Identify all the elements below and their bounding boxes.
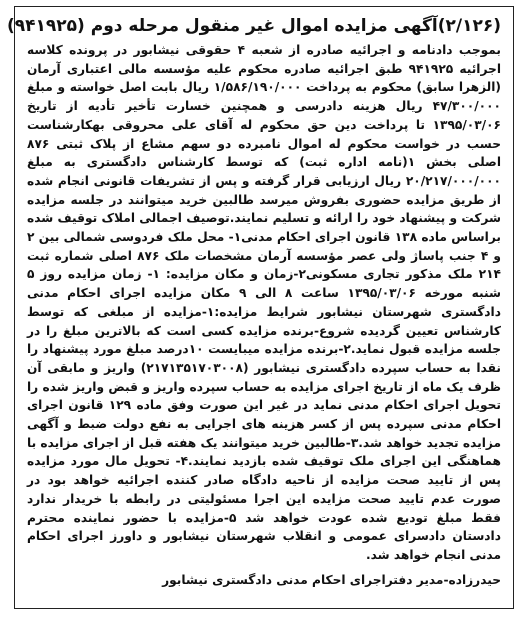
notice-body: بموجب دادنامه و اجرائیه صادره از شعبه ۴ حقوقی نیشابور در پرونده کلاسه اجرائیه ۹۴۱۹۲۵ طبق اجرائیه صادره محکوم علیه مؤسسه مالی اعتباری آرمان (الزهرا سابق) محکوم به پرداخت ۱/۵۸۶/۱۹۰/۰۰۰ ریال بابت اصل خواسته و مبلغ ۴۷/۳۰۰/۰۰۰ ریال هزینه دادرسی و همچنین خسارت تأخیر تأدیه از تاریخ ۱۳۹۵/۰۳/۰۶ تا پرداخت دین حق محکوم له آقای علی محروقی بهکارشناست حسب در خواست محکوم له اموال نامبرده دو سهم مشاع از پلاک ثبتی ۸۷۶ اصلی بخش ۱(نامه اداره ثبت) که توسط کارشناس دادگستری به مبلغ ۲۰/۲۱۷/۰۰۰/۰۰۰ ریال ارزیابی قرار گرفته و پس از تشریفات قانونی انجام شده از طریق مزایده حضوری بفروش میرسد طالبین خرید میتوانند در جلسه مزایده شرکت و پیشنهاد خود را ارائه و تسلیم نمایند.توصیف اجمالی املاک توقیف شده براساس ماده ۱۳۸ قانون اجرای احکام مدنی۱- محل ملک فردوسی شمالی بین ۲ و ۴ جنب پاساژ ولی عصر مؤسسه آرمان مشخصات ملک ۸۷۶ اصلی شماره ثبت ۲۱۴ ملک مذکور تجاری مسکونی۲-زمان و مکان مزایده: ۱- زمان مزایده روز ۵ شنبه مورخه ۱۳۹۵/۰۳/۰۶ ساعت ۸ الی ۹ مکان مزایده اجرای احکام مدنی دادگستری شهرستان نیشابور شرایط مزایده:۱-مزایده از مبلغی که توسط کارشناس تعیین گردیده شروع-برنده مزایده کسی است که بالاترین مبلغ را در جلسه مزایده قبول نماید.۲-برنده مزایده میبایست ۱۰درصد مبلغ مورد پیشنهاد را نقدا به حساب سپرده دادگستری نیشابور (۲۱۷۱۳۵۱۷۰۳۰۰۸) واریز و مابقی آن ظرف یک ماه از تاریخ اجرای مزایده به حساب سپرده واریز و قبض واریز شده را تحویل اجرای احکام مدنی نماید در غیر این صورت وفق ماده ۱۲۹ قانون اجرای احکام مدنی سپرده پس از کسر هزینه های اجرایی به نفع دولت ضبط و آگهی مزایده تجدید خواهد شد.۳-طالبین خرید میتوانند یک هفته قبل از اجرای مزایده با هماهنگی این اجرای ملک توقیف شده بازدید نمایند.۴- تحویل مال مورد مزایده پس از تایید صحت مزایده از ناحیه دادگاه صادر کننده اجرائیه خواهد بود در صورت عدم تایید صحت مزایده این اجرا مسئولیتی در رابطه با خریدار ندارد فقط مبلغ تودیع شده عودت خواهد شد ۵-مزایده با حضور نماینده محترم دادستان دادسرای عمومی و انقلاب شهرستان نیشابور و داورز اجرای احکام مدنی انجام خواهد شد.: [27, 43, 502, 562]
notice-signature: حیدرزاده-مدیر دفتراجرای احکام مدنی دادگستری نیشابور: [162, 572, 501, 587]
notice-title: (۲/۱۲۶)آگهی مزایده اموال غیر منقول مرحله دوم (۹۴۱۹۲۵): [7, 16, 501, 36]
notice-frame: [7, 6, 514, 609]
